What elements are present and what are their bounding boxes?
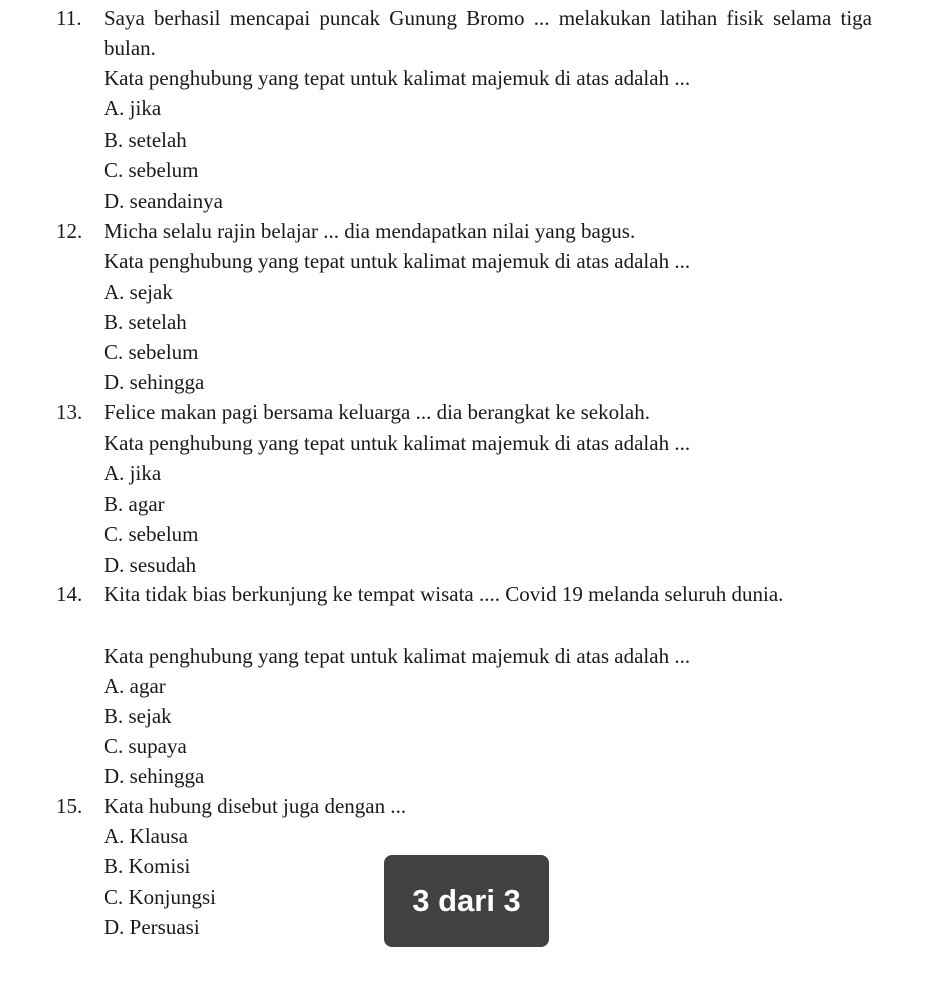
option-a[interactable]: A. sejak: [104, 280, 173, 304]
question-text: Felice makan pagi bersama keluarga ... dia berangkat ke sekolah.: [104, 400, 650, 424]
option-d[interactable]: D. sehingga: [104, 370, 205, 394]
option-a[interactable]: A. jika: [104, 461, 162, 485]
option-a[interactable]: A. Klausa: [104, 824, 188, 848]
question-prompt: Kata penghubung yang tepat untuk kalimat majemuk di atas adalah ...: [104, 431, 691, 455]
page-indicator-toast: [384, 855, 549, 947]
option-b[interactable]: B. setelah: [104, 310, 187, 334]
question-prompt: Kata penghubung yang tepat untuk kalimat majemuk di atas adalah ...: [104, 644, 691, 668]
option-d[interactable]: D. sesudah: [104, 553, 197, 577]
option-a[interactable]: A. jika: [104, 96, 162, 120]
question-text: Saya berhasil mencapai puncak Gunung Bromo ... melakukan latihan fisik selama tiga bulan.: [104, 6, 872, 60]
option-a[interactable]: A. agar: [104, 674, 166, 698]
option-b[interactable]: B. setelah: [104, 128, 187, 152]
option-c[interactable]: C. Konjungsi: [104, 885, 217, 909]
question-number: 11.: [56, 6, 82, 30]
question-number: 13.: [56, 400, 83, 424]
option-c[interactable]: C. sebelum: [104, 340, 199, 364]
page-indicator-label: 3 dari 3: [412, 883, 521, 918]
question-text: Kata hubung disebut juga dengan ...: [104, 794, 407, 818]
question-prompt: Kata penghubung yang tepat untuk kalimat majemuk di atas adalah ...: [104, 66, 691, 90]
question-number: 14.: [56, 582, 83, 606]
question-text: Micha selalu rajin belajar ... dia mendapatkan nilai yang bagus.: [104, 219, 636, 243]
question-prompt: Kata penghubung yang tepat untuk kalimat majemuk di atas adalah ...: [104, 249, 691, 273]
question-number: 15.: [56, 794, 83, 818]
option-c[interactable]: C. sebelum: [104, 158, 199, 182]
option-d[interactable]: D. sehingga: [104, 764, 205, 788]
option-d[interactable]: D. seandainya: [104, 189, 223, 213]
question-number: 12.: [56, 219, 83, 243]
question-text: Kita tidak bias berkunjung ke tempat wisata .... Covid 19 melanda seluruh dunia.: [104, 582, 784, 606]
option-b[interactable]: B. agar: [104, 492, 165, 516]
option-b[interactable]: B. sejak: [104, 704, 172, 728]
option-c[interactable]: C. supaya: [104, 734, 187, 758]
option-d[interactable]: D. Persuasi: [104, 915, 200, 939]
option-b[interactable]: B. Komisi: [104, 854, 191, 878]
option-c[interactable]: C. sebelum: [104, 522, 199, 546]
